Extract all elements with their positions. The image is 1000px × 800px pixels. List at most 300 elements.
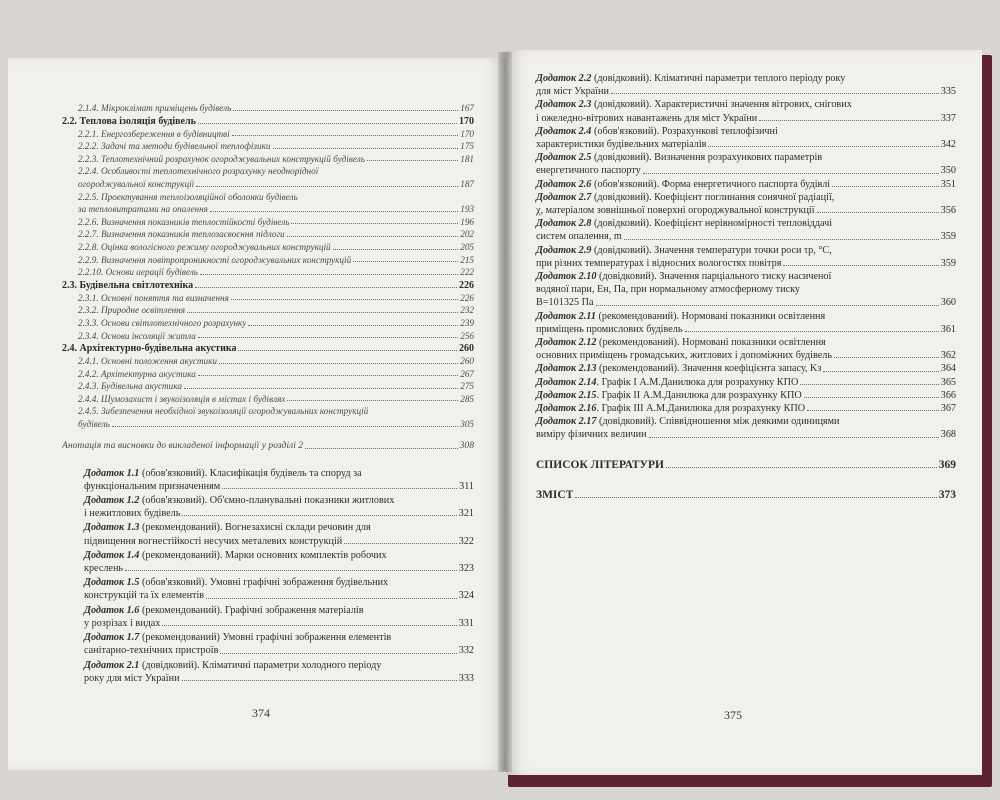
appendix-entry xyxy=(62,549,474,575)
toc-entry-title: 2.4.2. Архітектурна акустика xyxy=(78,368,196,379)
appendix-title: (обов'язковий). Форма енергетичного паспорта будівлі xyxy=(591,178,831,190)
right-page xyxy=(506,50,982,775)
leader-dots xyxy=(231,299,458,300)
appendix-entry xyxy=(62,631,474,657)
leader-dots xyxy=(800,384,938,385)
appendix-label: Додаток 2.9 xyxy=(536,244,592,256)
appendix-line xyxy=(84,562,474,575)
toc-subsection-entry xyxy=(62,254,474,267)
appendix-page-number: 356 xyxy=(940,205,956,217)
toc-entry-title: 2.4. Архітектурно-будівельна акустика xyxy=(62,343,237,355)
appendix-page-number: 323 xyxy=(458,563,474,575)
leader-dots xyxy=(184,388,458,389)
appendix-continuation: систем опалення, m xyxy=(536,231,622,243)
leader-dots xyxy=(219,363,458,364)
appendix-continuation: енергетичного паспорту xyxy=(536,165,641,177)
appendix-page-number: 360 xyxy=(940,297,956,309)
appendix-title: (обов'язковий). Розрахункові теплофізичні xyxy=(591,125,778,137)
toc-subsection-entry xyxy=(62,102,474,115)
appendix-entry xyxy=(62,521,474,547)
appendix-page-number: 359 xyxy=(940,257,956,269)
appendix-title: . Графік ІІІ А.М.Данилюка для розрахунку КПО xyxy=(596,403,806,415)
appendix-page-number: 351 xyxy=(940,178,956,190)
appendix-line xyxy=(536,112,956,125)
leader-dots xyxy=(596,305,939,306)
appendix-line xyxy=(536,376,956,389)
appendix-continuation: водяної пари, Eн, Па, при нормальному атмосферному тиску xyxy=(536,284,801,296)
appendix-title: (рекомендований). Нормовані показники освітлення xyxy=(596,337,826,349)
toc-page-number: 260 xyxy=(459,343,474,355)
toc-entry-line xyxy=(78,191,474,204)
appendix-line xyxy=(536,125,956,138)
appendix-label: Додаток 2.8 xyxy=(536,218,592,230)
appendix-entry xyxy=(536,415,956,441)
appendix-line xyxy=(84,672,474,685)
appendix-line xyxy=(536,402,956,415)
appendix-label: Додаток 1.6 xyxy=(84,604,140,616)
appendix-line xyxy=(536,336,956,349)
toc-section-entry xyxy=(62,115,474,128)
appendix-entry xyxy=(62,576,474,602)
toc-subsection-entry xyxy=(62,304,474,317)
leader-dots xyxy=(233,110,458,111)
toc-page-number: 275 xyxy=(460,381,474,392)
leader-dots xyxy=(817,212,939,213)
appendix-page-number: 342 xyxy=(940,139,956,151)
appendix-title: (довідковий). Характеристичні значення вітрових, снігових xyxy=(591,99,852,111)
leader-dots xyxy=(783,265,938,266)
toc-page-number: 170 xyxy=(459,115,474,127)
toc-page-number: 181 xyxy=(460,153,474,164)
toc-entry-title: 2.2.9. Визначення повітропроникності огороджувальних конструкцій xyxy=(78,254,352,265)
toc-heading-title: ЗМІСТ xyxy=(536,488,574,501)
toc-entry-title: 2.4.1. Основні положення акустики xyxy=(78,356,218,367)
appendix-continuation: санітарно-технічних пристроїв xyxy=(84,645,219,657)
appendix-entry xyxy=(536,191,956,217)
appendix-label: Додаток 2.17 xyxy=(536,416,597,428)
appendix-page-number: 332 xyxy=(458,645,474,657)
page-number-left: 374 xyxy=(252,706,270,720)
appendix-line xyxy=(536,151,956,164)
appendix-page-number: 361 xyxy=(940,323,956,335)
appendix-continuation: конструкцій та їх елементів xyxy=(84,590,205,602)
toc-subsection-entry xyxy=(62,191,474,216)
toc-page-number: 175 xyxy=(460,141,474,152)
leader-dots xyxy=(196,186,458,187)
toc-page-number: 196 xyxy=(460,216,474,227)
appendix-line xyxy=(84,535,474,548)
appendix-title: (рекомендований). Марки основних комплектів робочих xyxy=(139,549,387,561)
leader-dots xyxy=(611,93,939,94)
toc-entry-title: 2.4.5. Забезпечення необхідної звукоізоляції огороджувальних конструкцій xyxy=(78,406,369,417)
toc-page-number: 267 xyxy=(460,368,474,379)
appendix-title: (довідковий). Співвідношення між деякими одиницями xyxy=(596,416,840,428)
appendix-line xyxy=(84,617,474,630)
toc-entry-title: 2.2.2. Задачі та методи будівельної теплофізики xyxy=(78,141,271,152)
toc-entry-title: 2.2.1. Енергозбереження в будівництві xyxy=(78,128,230,139)
appendix-line xyxy=(536,428,956,441)
appendix-page-number: 366 xyxy=(940,389,956,401)
appendix-title: (рекомендований). Значення коефіцієнта запасу, Kз xyxy=(596,363,822,375)
appendix-entry xyxy=(536,270,956,310)
toc-heading-title: СПИСОК ЛІТЕРАТУРИ xyxy=(536,458,664,471)
toc-entry-title: 2.2.7. Визначення показників теплозасвоєння підлоги xyxy=(78,229,285,240)
appendix-line xyxy=(536,323,956,336)
leader-dots xyxy=(187,312,458,313)
toc-subsection-entry xyxy=(62,292,474,305)
appendix-page-number: 359 xyxy=(940,231,956,243)
toc-subsection-entry xyxy=(62,393,474,406)
appendix-line xyxy=(536,85,956,98)
page-number-right: 375 xyxy=(724,708,742,722)
appendix-continuation: основних приміщень громадських, житлових і допоміжних будівель xyxy=(536,350,832,362)
appendix-page-number: 368 xyxy=(940,429,956,441)
appendix-title: (обов'язковий). Об'ємно-планувальні показники житлових xyxy=(139,495,395,507)
appendix-page-number: 321 xyxy=(458,508,474,520)
toc-heading-entry-contents xyxy=(536,488,956,502)
appendix-page-number: 362 xyxy=(940,350,956,362)
leader-dots xyxy=(206,598,457,599)
right-toc xyxy=(536,72,956,502)
appendix-page-number: 350 xyxy=(940,165,956,177)
leader-dots xyxy=(273,148,459,149)
leader-dots xyxy=(834,357,939,358)
appendix-line xyxy=(536,98,956,111)
appendix-title: (рекомендований). Нормовані показники освітлення xyxy=(595,310,826,322)
appendix-continuation: характеристики будівельних матеріалів xyxy=(536,139,707,151)
toc-page-number: 305 xyxy=(460,419,474,430)
appendix-line xyxy=(536,362,956,375)
toc-page-number: 193 xyxy=(460,204,474,215)
toc-page-number: 369 xyxy=(938,458,956,471)
appendix-line xyxy=(84,494,474,507)
appendix-label: Додаток 2.12 xyxy=(536,337,597,349)
appendix-continuation: функціональним призначенням xyxy=(84,480,221,492)
appendix-entry xyxy=(536,125,956,151)
toc-subsection-entry xyxy=(62,128,474,141)
appendix-title: (довідковий). Значення температури точки роси τр, °С, xyxy=(591,244,832,256)
appendix-page-number: 322 xyxy=(458,535,474,547)
appendix-entry xyxy=(536,336,956,362)
leader-dots xyxy=(624,239,939,240)
toc-page-number: 202 xyxy=(460,229,474,240)
appendix-label: Додаток 1.3 xyxy=(84,522,140,534)
appendix-head xyxy=(536,178,830,191)
toc-section-entry xyxy=(62,279,474,292)
appendix-title: (обов'язковий). Умовні графічні зображення будівельних xyxy=(139,577,389,589)
leader-dots xyxy=(232,135,458,136)
appendix-entry xyxy=(62,659,474,685)
leader-dots xyxy=(125,570,457,571)
toc-entry-title: 2.4.3. Будівельна акустика xyxy=(78,381,182,392)
appendix-label: Додаток 1.2 xyxy=(84,495,140,507)
appendix-title: (обов'язковий). Класифікація будівель та споруд за xyxy=(139,467,362,479)
toc-page-number: 285 xyxy=(460,393,474,404)
appendix-continuation: і нежитлових будівель xyxy=(84,508,181,520)
appendix-head xyxy=(536,362,821,375)
appendix-line xyxy=(536,217,956,230)
leader-dots xyxy=(666,467,937,468)
leader-dots xyxy=(198,123,457,124)
appendix-line xyxy=(84,604,474,617)
appendix-page-number: 364 xyxy=(940,363,956,375)
toc-entry-continuation: огороджувальної конструкції xyxy=(78,178,195,189)
appendix-line xyxy=(84,549,474,562)
toc-entry-continuation: за тепловитратами на опалення xyxy=(78,204,208,215)
appendix-page-number: 337 xyxy=(940,112,956,124)
appendix-title: (довідковий). Кліматичні параметри холодного періоду xyxy=(139,659,382,671)
leader-dots xyxy=(305,448,458,449)
appendix-entry xyxy=(536,151,956,177)
toc-subsection-entry xyxy=(62,380,474,393)
toc-entry-title: 2.2.8. Оцінка вологісного режиму огороджувальних конструкцій xyxy=(78,241,331,252)
appendix-label: Додаток 1.5 xyxy=(84,577,140,589)
leader-dots xyxy=(708,146,938,147)
appendix-line xyxy=(536,164,956,177)
appendix-label: Додаток 2.13 xyxy=(536,363,597,375)
appendix-label: Додаток 2.5 xyxy=(536,152,592,164)
appendix-line xyxy=(536,270,956,283)
appendix-title: (довідковий). Коефіцієнт нерівномірності тепловіддачі xyxy=(591,218,833,230)
leader-dots xyxy=(287,400,458,401)
appendix-continuation: для міст України xyxy=(536,86,609,98)
toc-entry-title: 2.2.6. Визначення показників теплостійкості будівель xyxy=(78,216,290,227)
toc-annotation-entry xyxy=(62,439,474,453)
appendix-entry xyxy=(536,98,956,124)
leader-dots xyxy=(333,249,459,250)
toc-entry-title: 2.2.3. Теплотехнічний розрахунок огороджувальних конструкцій будівель xyxy=(78,153,365,164)
appendix-head xyxy=(536,402,805,415)
appendix-head xyxy=(536,389,802,402)
leader-dots xyxy=(238,350,457,351)
appendix-title: (рекомендований) Умовні графічні зображення елементів xyxy=(139,632,392,644)
leader-dots xyxy=(643,173,939,174)
appendix-continuation: приміщень промислових будівель xyxy=(536,323,683,335)
appendix-label: Додаток 2.6 xyxy=(536,178,592,190)
appendix-entry xyxy=(62,604,474,630)
leader-dots xyxy=(112,426,458,427)
appendix-head xyxy=(536,376,798,389)
leader-dots xyxy=(210,211,458,212)
appendix-line xyxy=(536,204,956,217)
leader-dots xyxy=(575,497,936,498)
toc-subsection-entry xyxy=(62,165,474,190)
leader-dots xyxy=(832,186,939,187)
toc-entry-line xyxy=(78,418,474,431)
toc-section-entry xyxy=(62,342,474,355)
appendix-line xyxy=(536,244,956,257)
toc-entry-title: Анотація та висновки до викладеної інформації у розділі 2 xyxy=(62,439,304,451)
appendix-line xyxy=(536,415,956,428)
appendix-line xyxy=(84,644,474,657)
appendix-page-number: 333 xyxy=(458,672,474,684)
appendix-label: Додаток 1.1 xyxy=(84,467,140,479)
book-spine-gutter xyxy=(498,52,512,772)
appendix-line xyxy=(536,191,956,204)
appendix-line xyxy=(536,296,956,309)
toc-entry-title: 2.3.2. Природне освітлення xyxy=(78,305,185,316)
appendix-label: Додаток 2.11 xyxy=(536,310,596,322)
appendix-entry xyxy=(536,72,956,98)
toc-page-number: 187 xyxy=(460,178,474,189)
appendix-line xyxy=(536,310,956,323)
appendix-continuation: року для міст України xyxy=(84,672,180,684)
appendix-continuation: при різних температурах і відносних вологостях повітря xyxy=(536,257,782,269)
appendix-entry xyxy=(536,244,956,270)
appendix-title: (рекомендований). Вогнезахисні склади речовин для xyxy=(139,522,371,534)
toc-entry-line xyxy=(78,203,474,216)
appendix-entry xyxy=(536,389,956,402)
toc-entry-line xyxy=(78,405,474,418)
appendix-continuation: креслень xyxy=(84,563,124,575)
leader-dots xyxy=(823,371,938,372)
appendix-line xyxy=(536,257,956,270)
leader-dots xyxy=(220,653,456,654)
appendix-title: (довідковий). Коефіцієнт поглинання сонячної радіації, xyxy=(591,191,835,203)
toc-subsection-entry xyxy=(62,228,474,241)
toc-subsection-entry xyxy=(62,405,474,430)
appendix-entry xyxy=(536,402,956,415)
appendix-line xyxy=(536,72,956,85)
toc-subsection-entry xyxy=(62,241,474,254)
leader-dots xyxy=(248,325,458,326)
appendix-title: . Графік ІІ А.М.Данилюка для розрахунку КПО xyxy=(596,389,802,401)
appendix-entry xyxy=(536,310,956,336)
appendix-title: (довідковий). Значення парціального тиску насиченої xyxy=(596,271,832,283)
appendix-line xyxy=(84,507,474,520)
toc-page-number: 256 xyxy=(460,330,474,341)
leader-dots xyxy=(344,543,456,544)
appendix-line xyxy=(84,576,474,589)
toc-entry-continuation: будівель xyxy=(78,419,110,430)
appendix-page-number: 365 xyxy=(940,376,956,388)
appendix-line xyxy=(536,283,956,296)
leader-dots xyxy=(162,625,456,626)
toc-page-number: 205 xyxy=(460,241,474,252)
toc-page-number: 226 xyxy=(460,292,474,303)
toc-subsection-entry xyxy=(62,153,474,166)
appendix-line xyxy=(536,389,956,402)
appendix-page-number: 331 xyxy=(458,617,474,629)
left-page xyxy=(8,58,506,770)
toc-entry-title: 2.2.5. Проектування теплоізоляційної оболонки будівель xyxy=(78,191,298,202)
toc-entry-line xyxy=(78,165,474,178)
toc-page-number: 308 xyxy=(459,439,474,451)
appendix-line xyxy=(536,138,956,151)
appendix-entry xyxy=(536,376,956,389)
appendix-line xyxy=(84,467,474,480)
appendix-title: . Графік І А.М.Данилюка для розрахунку КПО xyxy=(596,376,799,388)
toc-subsection-entry xyxy=(62,330,474,343)
leader-dots xyxy=(200,274,458,275)
leader-dots xyxy=(759,120,938,121)
appendix-continuation: виміру фізичних величин xyxy=(536,429,647,441)
appendix-line xyxy=(84,659,474,672)
appendix-label: Додаток 2.16 xyxy=(536,403,597,415)
appendix-entry xyxy=(536,178,956,191)
toc-entry-title: 2.2.10. Основи аерації будівель xyxy=(78,267,198,278)
toc-page-number: 373 xyxy=(938,488,956,501)
leader-dots xyxy=(222,488,457,489)
toc-subsection-entry xyxy=(62,317,474,330)
toc-page-number: 239 xyxy=(460,317,474,328)
appendix-line xyxy=(84,589,474,602)
leader-dots xyxy=(649,437,939,438)
appendix-page-number: 367 xyxy=(940,403,956,415)
toc-entry-title: 2.3.1. Основні поняття та визначення xyxy=(78,292,229,303)
appendix-continuation: χ, матеріалом зовнішньої поверхні огороджувальної конструкції xyxy=(536,205,815,217)
left-toc xyxy=(62,102,474,685)
leader-dots xyxy=(198,337,458,338)
leader-dots xyxy=(353,261,458,262)
appendix-entry xyxy=(62,467,474,493)
toc-entry-title: 2.3.4. Основи інсоляції житла xyxy=(78,330,196,341)
appendix-line xyxy=(536,230,956,243)
toc-entry-line xyxy=(78,178,474,191)
toc-entry-title: 2.3. Будівельна світлотехніка xyxy=(62,279,194,291)
appendix-line xyxy=(84,521,474,534)
toc-entry-title: 2.2. Теплова ізоляція будівель xyxy=(62,115,196,127)
toc-entry-title: 2.3.3. Основи світлотехнічного розрахунку xyxy=(78,317,247,328)
toc-heading-entry-refs xyxy=(536,458,956,472)
leader-dots xyxy=(685,331,939,332)
appendix-title: (довідковий). Кліматичні параметри теплого періоду року xyxy=(591,73,846,84)
appendix-title: (рекомендований). Графічні зображення матеріалів xyxy=(139,604,364,616)
toc-entry-title: 2.4.4. Шумозахист і звукоізоляція в містах і будівлях xyxy=(78,393,286,404)
toc-page-number: 232 xyxy=(460,305,474,316)
toc-entry-title: 2.1.4. Мікроклімат приміщень будівель xyxy=(78,103,232,113)
appendix-entry xyxy=(62,494,474,520)
appendix-title: (довідковий). Визначення розрахункових параметрів xyxy=(591,152,823,164)
toc-subsection-entry xyxy=(62,140,474,153)
appendix-label: Додаток 2.7 xyxy=(536,191,592,203)
appendix-line xyxy=(536,349,956,362)
toc-page-number: 215 xyxy=(460,254,474,265)
toc-subsection-entry xyxy=(62,368,474,381)
appendix-page-number: 311 xyxy=(459,480,474,492)
leader-dots xyxy=(291,223,458,224)
appendix-continuation: і ожеледно-вітрових навантажень для міст України xyxy=(536,112,758,124)
appendix-label: Додаток 2.1 xyxy=(84,659,140,671)
leader-dots xyxy=(287,236,459,237)
leader-dots xyxy=(367,160,458,161)
leader-dots xyxy=(804,397,939,398)
toc-page-number: 222 xyxy=(460,267,474,278)
appendix-label: Додаток 1.4 xyxy=(84,549,140,561)
toc-subsection-entry xyxy=(62,266,474,279)
toc-page-number: 260 xyxy=(460,356,474,367)
toc-page-number: 226 xyxy=(459,279,474,291)
appendix-entry xyxy=(536,217,956,243)
leader-dots xyxy=(198,375,458,376)
appendix-line xyxy=(84,631,474,644)
leader-dots xyxy=(807,410,939,411)
leader-dots xyxy=(182,515,456,516)
appendix-continuation: В=101325 Па xyxy=(536,297,594,309)
leader-dots xyxy=(182,680,457,681)
appendix-label: Додаток 1.7 xyxy=(84,632,140,644)
appendix-line xyxy=(536,178,956,191)
appendix-label: Додаток 2.3 xyxy=(536,99,592,111)
toc-entry-title: 2.2.4. Особливості теплотехнічного розрахунку неоднорідної xyxy=(78,166,319,177)
appendix-line xyxy=(84,480,474,493)
appendix-page-number: 324 xyxy=(458,590,474,602)
toc-page-number: 167 xyxy=(460,103,474,113)
toc-page-number: 170 xyxy=(460,128,474,139)
appendix-label: Додаток 2.4 xyxy=(536,125,592,137)
appendix-continuation: підвищення вогнестійкості несучих металевих конструкцій xyxy=(84,535,343,547)
appendix-label: Додаток 2.10 xyxy=(536,271,597,283)
